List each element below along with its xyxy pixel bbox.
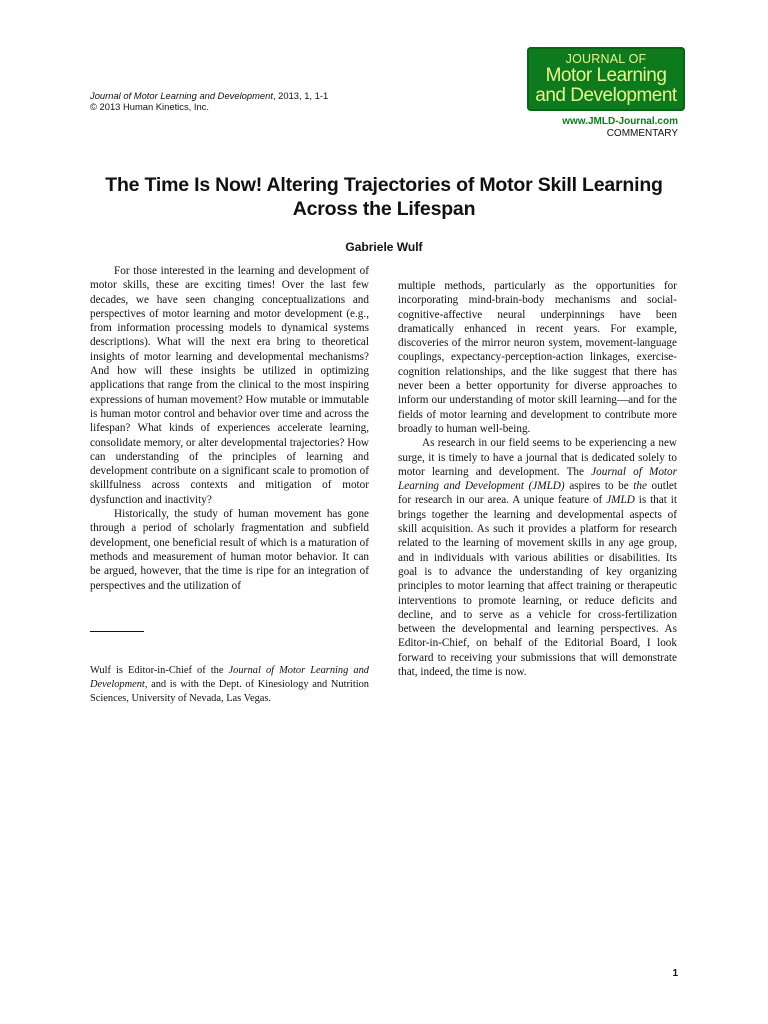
paragraph (398, 436, 677, 679)
citation-header (90, 90, 328, 112)
logo-line-1: JOURNAL OF (565, 52, 647, 66)
emphasis-the: the (633, 480, 647, 493)
left-column (90, 264, 369, 593)
paragraph: For those interested in the learning and development of motor skills, these are exciting times! Over the last few decades, we have seen changing conceptualizations and perspectives of motor learning and motor development (e.g., from information processing models to dynamical systems descriptions). What will the next era bring to theoretical insights of motor learning and developmental mechanisms? And how will these insights be utilized in optimizing applications that range from the clinical to the most inspiring expressions of human movement? How mutable or immutable is human motor control and behavior over time and across the lifespan? What kinds of experiences accelerate learning, consolidate memory, or alter developmental trajectories? How can understanding of the principles of learning and development contribute on a significant scale to promotion of skillfulness across contexts and mitigation of motor dysfunction and inactivity? (90, 265, 369, 506)
text-run: is that it brings together the learning and developmental aspects of skill acquisition. As such it provides a platform for research related to the learning of movement skills in any age group, and in individuals with various abilities or disabilities. Its goal is to advance the understanding of key organizing principles to motor learning that affect training or therapeutic interventions to promote learning, or reduce deficits and decline, and to serve as a vehicle for cross-fertilization between the developmental and learning perspectives. As Editor-in-Chief, on behalf of the Editorial Board, I look forward to receiving your submissions that will demonstrate that, indeed, the time is now. (398, 494, 677, 679)
journal-name: Journal of Motor Learning and Development (90, 90, 273, 101)
paragraph: multiple methods, particularly as the opportunities for incorporating mind-brain-body mechanisms and social-cognitive-affective neural underpinnings have been dramatically enhanced in recent years. For example, discoveries of the mirror neuron system, movement-language couplings, expectancy-perception-action linkages, exercise-cognition relationships, and the like suggest that there has never been a better opportunity for diverse approaches to inform our understanding of motor skill learning—and for the fields of motor learning and development to contribute more broadly to human well-being. (398, 280, 677, 435)
page-number: 1 (672, 968, 678, 979)
citation-line (90, 90, 328, 101)
logo-line-3: and Development (535, 85, 677, 106)
journal-name-ref: Journal of Motor Learning and Development (JMLD) (398, 465, 677, 493)
journal-url: www.JMLD-Journal.com (562, 116, 678, 127)
journal-name-ref: Journal of Motor Learning and Development (90, 665, 369, 690)
text-run: outlet for research in our area. A unique feature of (398, 480, 677, 507)
text-run: , and is with the Dept. of Kinesiology and Nutrition Sciences, University of Nevada, Las Vegas. (90, 679, 369, 704)
text-run: As research in our field seems to be experiencing a new surge, it is timely to have a journal that is dedicated solely to motor learning and development. The (398, 437, 677, 478)
logo-line-2: Motor Learning (545, 65, 667, 86)
footnote-divider (90, 631, 144, 632)
citation-details: , 2013, 1, 1-1 (272, 90, 329, 101)
right-column (398, 279, 677, 679)
section-label: COMMENTARY (606, 128, 678, 139)
jmld-ref: JMLD (606, 494, 635, 507)
paragraph: Historically, the study of human movement has gone through a period of scholarly fragmentation and subfield development, one beneficial result of which is a maturation of methods and measurement of human motor behavior. It can be argued, however, that the time is ripe for an integration of perspectives and the utilization of (90, 508, 369, 592)
author-footnote (90, 664, 369, 706)
copyright-line: © 2013 Human Kinetics, Inc. (90, 101, 209, 112)
text-run: aspires to be (564, 480, 634, 493)
journal-info (562, 116, 678, 140)
article-title: The Time Is Now! Altering Trajectories of Motor Skill Learning Across the Lifespan (105, 174, 663, 220)
article-author: Gabriele Wulf (345, 240, 423, 254)
journal-logo (527, 47, 685, 111)
text-run: Wulf is Editor-in-Chief of the (90, 665, 229, 676)
